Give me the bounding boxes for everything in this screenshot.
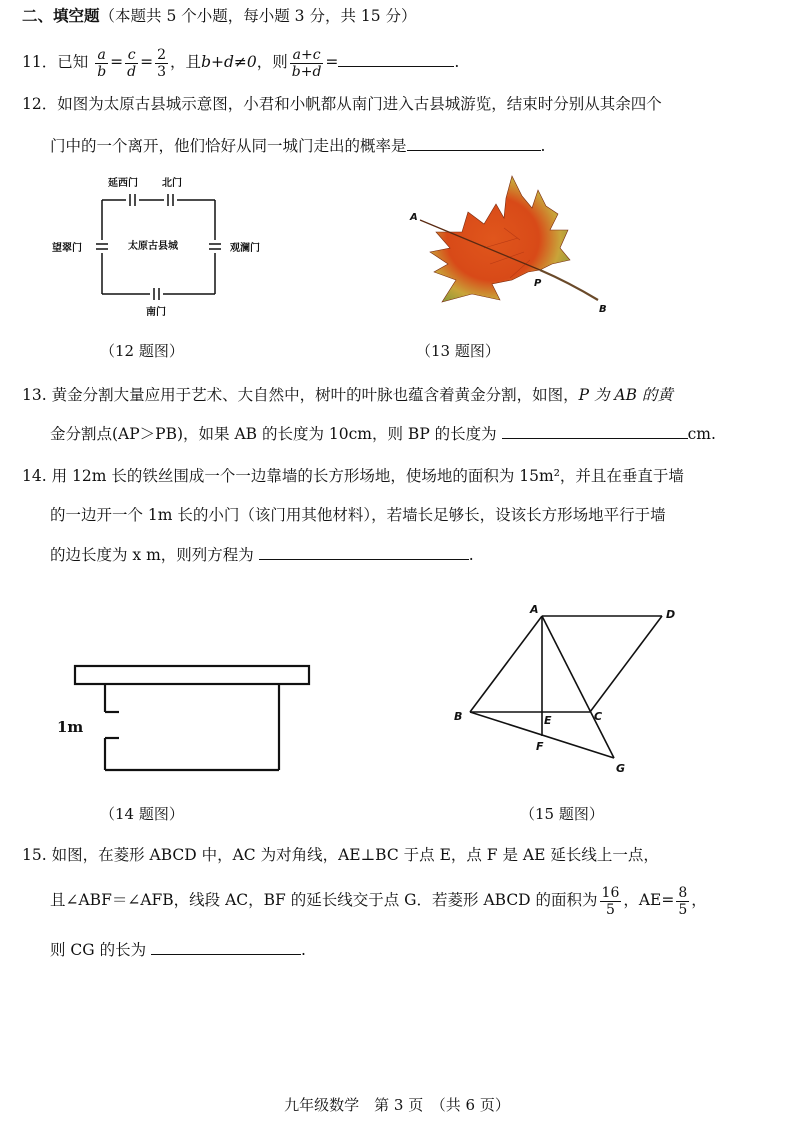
frac-den: d [127,63,137,80]
figure-13 [400,168,630,328]
question-number: 12． [22,95,58,113]
frac-num: 8 [678,884,688,901]
label-g: G [616,762,626,775]
label-e: E [544,714,552,727]
fraction-area [600,885,622,918]
answer-blank-14[interactable] [259,545,469,560]
q15-line2: 且∠ABF＝∠AFB，线段 AC，BF 的延长线交于点 G．若菱形 ABCD 的面积为 [50,891,598,909]
frac-num: 16 [601,884,620,901]
question-15-cont2 [50,940,306,960]
question-15 [22,845,659,865]
question-13-cont [50,424,716,444]
question-14-cont2 [50,545,474,565]
q13-unit: cm. [687,425,716,443]
section-note: （本题共 5 个小题，每小题 3 分，共 15 分） [99,7,417,25]
section-heading [22,6,417,26]
label-a: A [410,212,418,223]
label-d: D [666,608,676,621]
label-a: A [530,603,539,616]
page-footer: 九年级数学 第 3 页 （共 6 页） [284,1096,510,1114]
question-number: 11． [22,53,58,71]
line-ag [542,616,614,758]
frac-num: a [95,47,108,64]
q14-end: . [468,546,474,564]
fraction-a-b [95,47,108,80]
fraction-answer [290,47,324,80]
q14-line2: 的一边开一个 1m 长的小门（该门用其他材料），若墙长足够长，设该长方形场地平行于墙 [50,506,666,524]
door-label: 1m [57,718,84,736]
label-b: B [454,710,463,723]
q15-end: . [301,941,306,959]
q11-text: ，且 [170,53,202,71]
gate-guanlan: 观澜门 [230,243,260,254]
side-ab [470,616,542,712]
q13-line2: 金分割点(AP＞PB)，如果 AB 的长度为 10cm，则 BP 的长度为 [50,425,497,443]
q13-line1b: P 为 AB 的黄 [578,386,673,404]
fraction-2-3 [155,47,168,80]
frac-den: 5 [678,901,688,918]
leaf-stem [540,270,598,300]
frac-den: b+d [291,63,322,80]
wall [75,666,309,684]
q15-line1: 如图，在菱形 ABCD 中，AC 为对角线，AE⊥BC 于点 E，点 F 是 AE 延长线上一点， [51,846,659,864]
fraction-c-d [125,47,138,80]
caption-13: （13 题图） [416,342,500,360]
question-13 [22,385,673,405]
figure-12 [50,172,280,322]
question-14-cont1 [50,505,666,525]
fraction-ae [676,885,689,918]
gate-bei: 北门 [162,178,182,189]
q12-line2: 门中的一个离开，他们恰好从同一城门走出的概率是 [50,137,407,155]
question-12-cont [50,136,545,156]
frac-num: a+c [290,47,324,64]
q13-line1a: 黄金分割大量应用于艺术、大自然中，树叶的叶脉也蕴含着黄金分割，如图， [51,386,579,404]
frac-num: c [125,47,138,64]
caption-14: （14 题图） [100,805,184,823]
label-b: B [599,304,607,315]
question-number: 14. [22,467,47,485]
answer-blank-15[interactable] [151,940,301,955]
section-title: 二、填空题 [22,6,100,25]
frac-den: 3 [157,63,167,80]
answer-blank-12[interactable] [407,136,541,151]
q15-line3: 则 CG 的长为 [50,941,147,959]
question-number: 13. [22,386,47,404]
answer-blank-11[interactable] [338,52,454,67]
q14-line3: 的边长度为 x m，则列方程为 [50,546,254,564]
label-f: F [536,740,544,753]
frac-den: 5 [605,901,615,918]
caption-12: （12 题图） [100,342,184,360]
q11-text: 已知 [57,53,89,71]
question-15-cont1 [50,878,707,922]
caption-15: （15 题图） [520,805,604,823]
label-c: C [594,710,603,723]
frac-den: b [97,63,107,80]
q12-end: . [540,137,546,155]
gate-yanxi: 延西门 [108,178,138,189]
figure-15 [448,598,688,778]
gate-nan: 南门 [146,307,166,318]
leaf-shape [430,176,570,302]
question-number: 15. [22,846,47,864]
side-dc [590,616,662,712]
answer-blank-13[interactable] [502,424,688,439]
q12-line1: 如图为太原古县城示意图，小君和小帆都从南门进入古县城游览，结束时分别从其余四个 [57,95,662,113]
question-14 [22,466,684,486]
question-12 [22,94,662,114]
q15-line2c: ， [691,891,707,909]
label-p: P [534,278,542,289]
question-11: 11．已知 $\frac{a}{b}$ = $\frac{c}{d}$ = $\frac{2}{3}$ ，且b+d≠0，则 $\frac{a+c}{b+d}$ = . [22,46,460,80]
q11-text: ，则 [256,53,288,71]
q15-line2b: ，AE= [623,891,675,909]
frac-num: 2 [157,46,167,63]
q14-line1: 用 12m 长的铁丝围成一个一边靠墙的长方形场地，使场地的面积为 15m²，并且在垂直于墙 [51,467,684,485]
figure-14 [55,660,325,780]
q11-end: . [454,53,460,71]
city-name: 太原古县城 [128,241,178,252]
gate-wangcui: 望翠门 [52,243,82,254]
q11-condition: b+d≠0 [201,53,257,71]
